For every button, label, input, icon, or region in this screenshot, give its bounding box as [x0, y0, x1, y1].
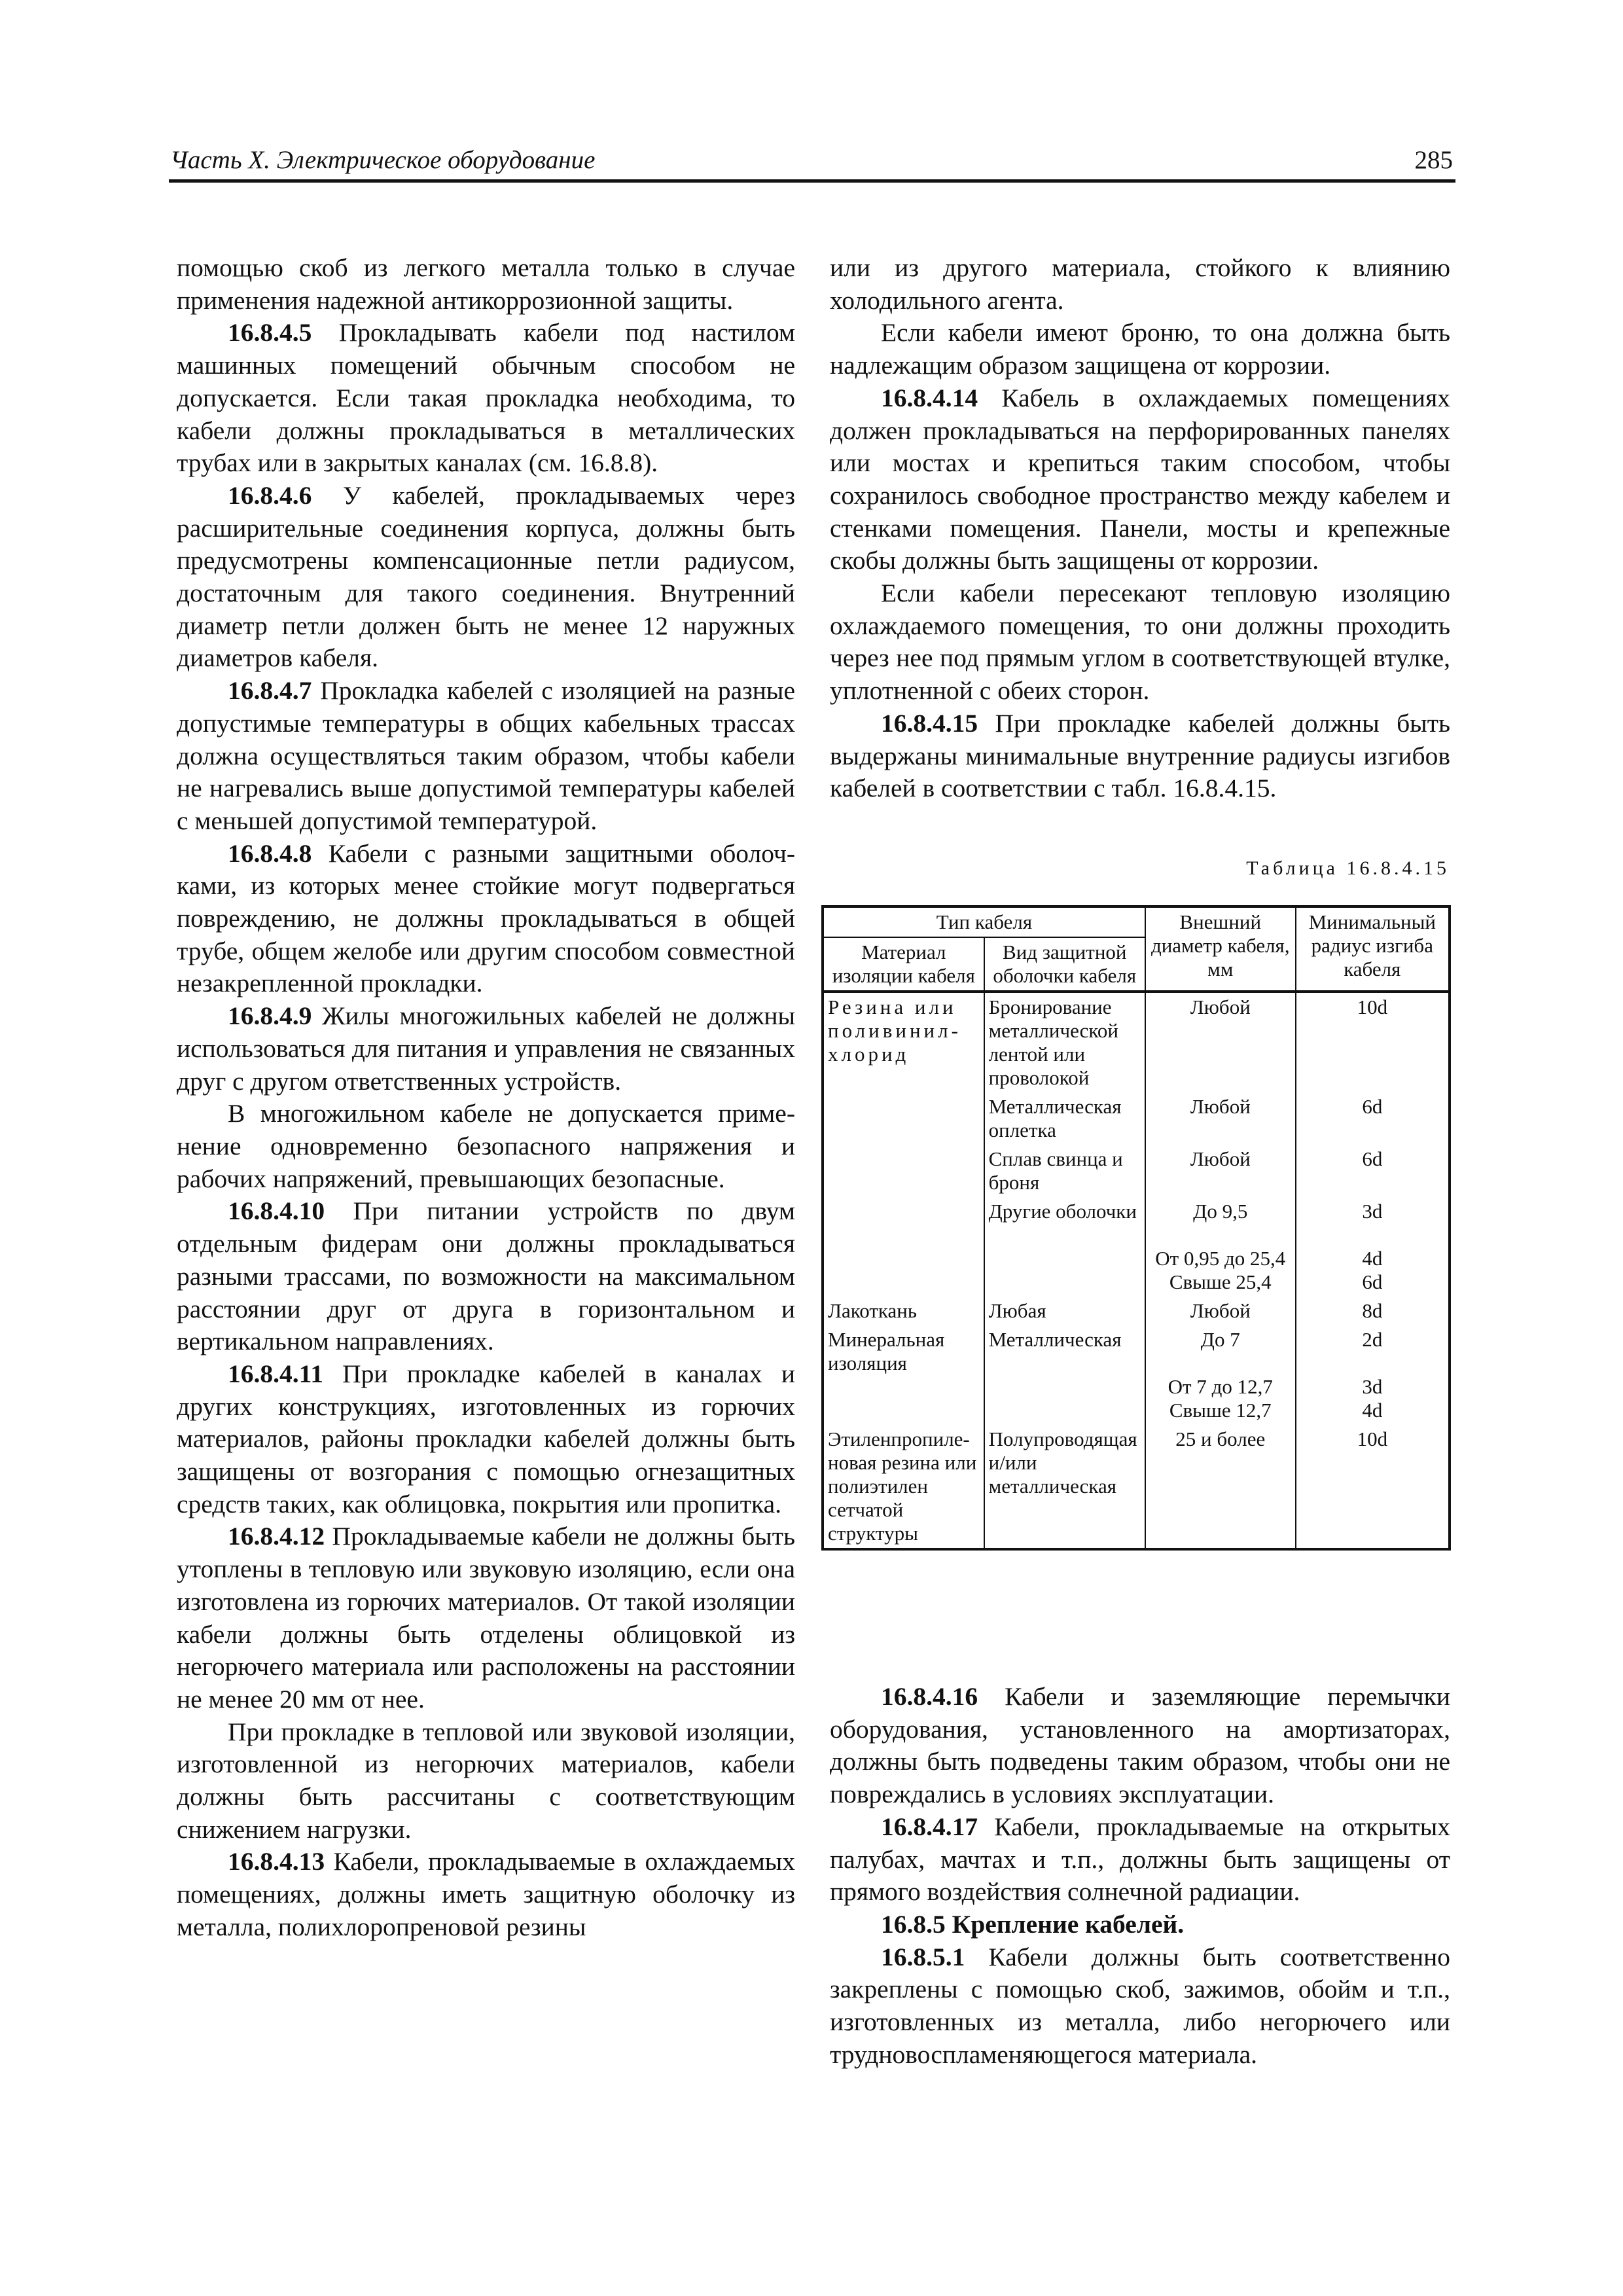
clause-number: 16.8.4.16 — [881, 1682, 978, 1711]
paragraph-text: Прокладываемые кабели не должны быть утоплены в тепловую или звуковую изоляцию, если она изготовлена из горючих материалов. От такой изоляции кабели должны быть отделены облицовкой из негорючего материала или расположены на расстоянии не менее 20 мм от нее. — [177, 1522, 795, 1713]
diameter-value: До 9,5 — [1193, 1200, 1248, 1223]
clause-number: 16.8.5.1 — [881, 1942, 965, 1971]
right-column-top — [830, 252, 1450, 805]
paragraph — [177, 1846, 795, 1943]
clause-number: 16.8.4.6 — [228, 480, 312, 510]
cell-radius — [1296, 1297, 1450, 1325]
paragraph-text: Кабель в охлаждаемых помещениях должен прокладываться на перфорированных панелях или мостах и крепиться таким способом, чтобы сохранилось свободное пространство между кабелем и стенками помещения. Панели, мосты и крепежные скобы должны быть защищены от коррозии. — [830, 383, 1450, 575]
table-caption: Таблица 16.8.4.15 — [1246, 857, 1450, 879]
paragraph-text: При питании устройств по двум отдельным фидерам они должны прокладываться разными трассами, по возможности на максимальном расстоянии друг от друга в горизонтальном и вертикальном направлениях. — [177, 1196, 795, 1356]
clause-number: 16.8.4.17 — [881, 1812, 978, 1841]
cell-diameter — [1145, 1197, 1296, 1297]
paragraph-text: Прокладывать кабели под настилом машинных помещений обычным способом не допускается. Если такая прокладка необходима, то кабели должны прокладываться в металлических трубах или в закрытых каналах (см. 16.8.8). — [177, 318, 795, 478]
radius-value: 4d — [1362, 1247, 1383, 1270]
radius-value — [1300, 1352, 1444, 1375]
page-header — [169, 145, 1455, 183]
paragraph-text: помощью скоб из легкого металла только в случае применения надежной антикоррозионной защиты. — [177, 253, 795, 315]
paragraph-text: Если кабели имеют броню, то она должна быть надлежащим образом защищена от коррозии. — [830, 318, 1450, 380]
header-diameter: Внешний диаметр кабеля, мм — [1145, 906, 1296, 992]
running-title: Часть X. Электрическое оборудование — [170, 146, 596, 174]
cell-diameter — [1145, 1425, 1296, 1549]
clause-number: 16.8.4.15 — [881, 708, 978, 738]
radius-value: 10d — [1357, 1427, 1388, 1450]
radius-value: 2d — [1362, 1328, 1383, 1351]
paragraph-text: При прокладке кабелей в каналах и других конструкциях, изготовленных из горючих материалов, районы прокладки кабелей должны быть защищены от возгорания с помощью огнезащитных средств таких, как облицовка, покрытия или пропитка. — [177, 1359, 795, 1518]
clause-number: 16.8.4.13 — [228, 1847, 325, 1876]
cell-insulation: Минеральная изоляция — [823, 1325, 984, 1425]
header-cable-type: Тип кабеля — [823, 906, 1145, 937]
paragraph-text: У кабелей, прокладываемых через расширительные соединения корпуса, должны быть предусмотрены компенсационные петли радиусом, достаточным для такого соединения. Внутренний диаметр петли должен быть не менее 12 наружных диаметров кабеля. — [177, 480, 795, 673]
cell-diameter — [1145, 1297, 1296, 1325]
table-row — [823, 1325, 1450, 1425]
radius-value: 6d — [1362, 1147, 1383, 1170]
cell-sheath: Любая — [984, 1297, 1145, 1325]
radius-value: 4d — [1362, 1399, 1383, 1422]
paragraph — [177, 1000, 795, 1098]
table-row — [823, 1297, 1450, 1325]
paragraph-text: Кабели, прокладываемые на открытых палубах, мачтах и т.п., должны быть защищены от прямого воздействия солнечной радиации. — [830, 1812, 1450, 1907]
paragraph — [830, 1941, 1450, 2072]
paragraph-text: При прокладке кабелей должны быть выдержаны минимальные внутренние радиусы изгибов кабелей в соответствии с табл. 16.8.4.15. — [830, 708, 1450, 803]
paragraph — [177, 1195, 795, 1358]
clause-number: 16.8.4.9 — [228, 1001, 312, 1031]
paragraph-text: При прокладке в тепловой или звуковой изоляции, изготовленной из негорючих материалов, кабели должны быть рассчитаны с соответствующим снижением нагрузки. — [177, 1717, 795, 1844]
radius-value: 6d — [1362, 1095, 1383, 1118]
paragraph — [177, 1098, 795, 1195]
paragraph — [177, 480, 795, 675]
paragraph — [177, 1716, 795, 1846]
paragraph-text: Кабели и заземляющие перемычки оборудования, установленного на амортизаторах, должны быть подведены таким образом, чтобы они не повреждались в условиях эксплуатации. — [830, 1682, 1450, 1809]
paragraph — [830, 1909, 1450, 1941]
cell-radius — [1296, 1325, 1450, 1425]
left-column — [177, 252, 795, 1944]
cell-radius — [1296, 1425, 1450, 1549]
diameter-value: 25 и более — [1175, 1427, 1266, 1450]
radius-value: 3d — [1362, 1375, 1383, 1398]
cell-sheath: Полупроводящая и/или металлическая — [984, 1425, 1145, 1549]
diameter-value: До 7 — [1200, 1328, 1240, 1351]
paragraph-text: или из другого материала, стойкого к влиянию холодильного агента. — [830, 253, 1450, 315]
diameter-value: От 7 до 12,7 — [1168, 1375, 1273, 1398]
paragraph — [830, 317, 1450, 382]
right-column-bottom — [830, 1681, 1450, 2071]
header-insulation: Материал изоляции кабеля — [823, 937, 984, 992]
cell-sheath: Бронирование металлической лентой или проволокой — [984, 992, 1145, 1092]
bend-radius-table — [821, 905, 1451, 1551]
clause-number: 16.8.4.14 — [881, 383, 978, 412]
cell-insulation: Лакоткань — [823, 1297, 984, 1325]
paragraph — [177, 1358, 795, 1521]
table-row — [823, 1425, 1450, 1549]
paragraph — [830, 708, 1450, 805]
clause-number: 16.8.4.8 — [228, 838, 312, 868]
cell-sheath: Металлическая оплетка — [984, 1092, 1145, 1145]
page-number: 285 — [1414, 146, 1453, 174]
cell-insulation: Этиленпропиленовая резина или полиэтилен сетчатой структуры — [823, 1425, 984, 1549]
diameter-value: От 0,95 до 25,4 — [1155, 1247, 1286, 1270]
diameter-value: Свыше 12,7 — [1169, 1399, 1272, 1422]
cell-diameter — [1145, 992, 1296, 1092]
clause-number: 16.8.4.7 — [228, 676, 312, 706]
radius-value: 8d — [1362, 1299, 1383, 1322]
paragraph-text: В многожильном кабеле не допускается применение одновременно безопасного напряжения и рабочих напряжений, превышающих безопасные. — [177, 1099, 795, 1193]
cell-radius — [1296, 992, 1450, 1092]
clause-number: 16.8.4.10 — [228, 1196, 325, 1226]
cell-diameter — [1145, 1325, 1296, 1425]
paragraph-text: Если кабели пересекают тепловую изоляцию охлаждаемого помещения, то они должны проходить через нее под прямым углом в соответствующей втулке, уплотненной с обеих сторон. — [830, 579, 1450, 706]
header-radius: Минимальный радиус изгиба кабеля — [1296, 906, 1450, 992]
table-row — [823, 992, 1450, 1092]
cell-insulation: Резина или поливинилхлорид — [823, 992, 984, 1297]
diameter-value: Любой — [1190, 996, 1251, 1018]
paragraph — [177, 1520, 795, 1715]
diameter-value: Любой — [1190, 1095, 1251, 1118]
paragraph — [830, 577, 1450, 708]
cell-radius — [1296, 1092, 1450, 1145]
diameter-value — [1150, 1352, 1291, 1375]
cell-sheath: Металлическая — [984, 1325, 1145, 1425]
paragraph-text: Кабели, прокладываемые в охлаждаемых помещениях, должны иметь защитную оболочку из металла, полихлоропреновой резины — [177, 1847, 795, 1941]
paragraph — [177, 252, 795, 317]
clause-number: 16.8.4.12 — [228, 1522, 325, 1551]
radius-value: 10d — [1357, 996, 1388, 1018]
diameter-value: Свыше 25,4 — [1169, 1270, 1272, 1293]
cell-diameter — [1145, 1092, 1296, 1145]
clause-number: 16.8.5 Крепление кабелей. — [881, 1909, 1185, 1939]
clause-number: 16.8.4.11 — [228, 1359, 323, 1388]
table-body — [823, 992, 1450, 1549]
paragraph-text: Прокладка кабелей с изоляцией на разные допустимые температуры в общих кабельных трассах должна осуществляться таким образом, чтобы кабели не нагревались выше допустимой температуры кабелей с меньшей допустимой температурой. — [177, 676, 795, 835]
paragraph — [177, 675, 795, 838]
paragraph — [177, 838, 795, 1001]
diameter-value: Любой — [1190, 1299, 1251, 1322]
paragraph — [830, 1811, 1450, 1909]
cell-sheath: Другие оболочки — [984, 1197, 1145, 1297]
paragraph — [830, 1681, 1450, 1811]
radius-value: 3d — [1362, 1200, 1383, 1223]
paragraph — [830, 382, 1450, 577]
diameter-value: Любой — [1190, 1147, 1251, 1170]
diameter-value — [1150, 1223, 1291, 1247]
cell-diameter — [1145, 1145, 1296, 1197]
clause-number: 16.8.4.5 — [228, 318, 312, 348]
paragraph — [177, 317, 795, 480]
paragraph-text: Кабели с разными защитными оболочками, из которых менее стойкие могут подвергаться повреждению, не должны прокладываться в общей трубе, общем желобе или другим способом совместной незакрепленной прокладки. — [177, 838, 795, 998]
paragraph-text: Кабели должны быть соответственно закреплены с помощью скоб, зажимов, обойм и т.п., изготовленных из металла, либо негорючего или трудновоспламеняющегося материала. — [830, 1942, 1450, 2069]
radius-value — [1300, 1223, 1444, 1247]
radius-value: 6d — [1362, 1270, 1383, 1293]
cell-sheath: Сплав свинца и броня — [984, 1145, 1145, 1197]
header-sheath: Вид защитной оболочки кабеля — [984, 937, 1145, 992]
cell-radius — [1296, 1197, 1450, 1297]
paragraph — [830, 252, 1450, 317]
cell-radius — [1296, 1145, 1450, 1197]
paragraph-text: Жилы многожильных кабелей не должны использоваться для питания и управления не связанных друг с другом ответственных устройств. — [177, 1001, 795, 1096]
